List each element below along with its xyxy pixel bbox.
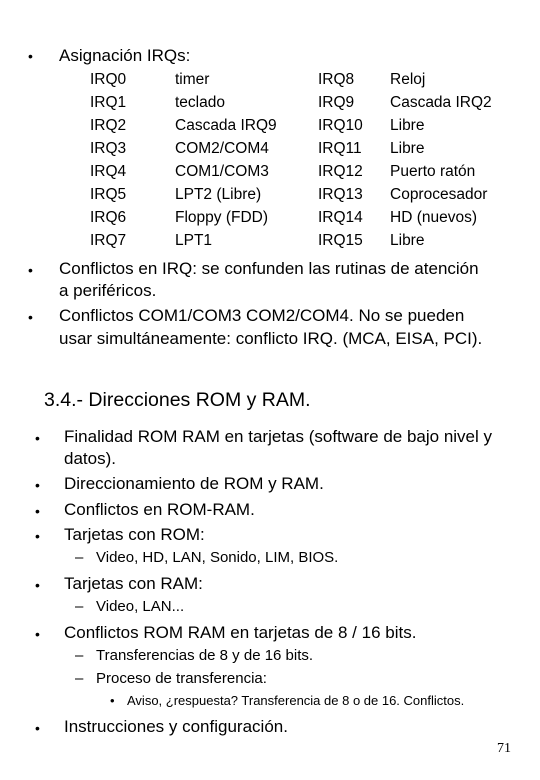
irq-table-row [0, 229, 540, 252]
bullet-conflictos-com: • [28, 309, 33, 325]
dash-proceso: – [75, 670, 84, 687]
conflictos-irq-line2: a periféricos. [59, 281, 157, 300]
dash-tarjetas-ram-sub: – [75, 598, 84, 615]
irq-device-high: Puerto ratón [390, 163, 476, 180]
irq-number-low: IRQ0 [90, 71, 127, 88]
irq-number-high: IRQ13 [318, 186, 363, 203]
irq-table-row [0, 68, 540, 91]
irq-number-high: IRQ15 [318, 232, 363, 249]
asignacion-title: Asignación IRQs: [59, 46, 191, 65]
irq-device-high: Libre [390, 232, 425, 249]
direccionamiento: Direccionamiento de ROM y RAM. [64, 474, 324, 493]
irq-device-high: HD (nuevos) [390, 209, 477, 226]
tarjetas-rom: Tarjetas con ROM: [64, 525, 205, 544]
irq-device-low: COM1/COM3 [175, 163, 269, 180]
conflictos-bits: Conflictos ROM RAM en tarjetas de 8 / 16 bits. [64, 623, 417, 642]
tarjetas-ram: Tarjetas con RAM: [64, 574, 203, 593]
finalidad-line2: datos). [64, 449, 116, 468]
conflictos-irq-line1: Conflictos en IRQ: se confunden las rutinas de atención [59, 259, 479, 278]
conflictos-com-line1: Conflictos COM1/COM3 COM2/COM4. No se pueden [59, 306, 465, 325]
page-number: 71 [497, 741, 511, 756]
conflictos-com-line2: usar simultáneamente: conflicto IRQ. (MCA, EISA, PCI). [59, 329, 483, 348]
irq-number-high: IRQ11 [318, 140, 362, 157]
irq-device-low: COM2/COM4 [175, 140, 269, 157]
transferencias: Transferencias de 8 y de 16 bits. [96, 647, 314, 664]
dash-tarjetas-rom-sub: – [75, 549, 84, 566]
irq-table-row [0, 114, 540, 137]
irq-number-high: IRQ8 [318, 71, 355, 88]
irq-number-low: IRQ7 [90, 232, 127, 249]
irq-number-low: IRQ4 [90, 163, 127, 180]
bullet-finalidad: • [35, 430, 40, 446]
irq-device-high: Libre [390, 117, 425, 134]
irq-number-low: IRQ1 [90, 94, 127, 111]
irq-table-row [0, 91, 540, 114]
finalidad-line1: Finalidad ROM RAM en tarjetas (software de bajo nivel y [64, 427, 493, 446]
irq-device-low: LPT2 (Libre) [175, 186, 262, 203]
irq-number-high: IRQ10 [318, 117, 363, 134]
bullet-instrucciones: • [35, 720, 40, 736]
irq-table-row [0, 137, 540, 160]
irq-number-low: IRQ2 [90, 117, 127, 134]
aviso: Aviso, ¿respuesta? Transferencia de 8 o de 16. Conflictos. [127, 693, 465, 708]
irq-number-low: IRQ3 [90, 140, 127, 157]
irq-number-low: IRQ5 [90, 186, 127, 203]
irq-device-high: Coprocesador [390, 186, 488, 203]
conflictos-rom-ram: Conflictos en ROM-RAM. [64, 500, 255, 519]
tarjetas-ram-sub: Video, LAN... [96, 598, 185, 615]
bullet-conflictos-irq: • [28, 262, 33, 278]
dash-transferencias: – [75, 647, 84, 664]
irq-number-high: IRQ9 [318, 94, 355, 111]
irq-device-low: Floppy (FDD) [175, 209, 269, 226]
irq-device-high: Reloj [390, 71, 426, 88]
irq-device-low: Cascada IRQ9 [175, 117, 277, 134]
instrucciones: Instrucciones y configuración. [64, 717, 288, 736]
bullet-conflictos-rom: • [35, 503, 40, 519]
irq-table-row [0, 206, 540, 229]
irq-number-low: IRQ6 [90, 209, 127, 226]
bullet-tarjetas-rom: • [35, 528, 40, 544]
irq-device-low: timer [175, 71, 210, 88]
proceso: Proceso de transferencia: [96, 670, 267, 687]
irq-device-high: Libre [390, 140, 425, 157]
section-heading: 3.4.- Direcciones ROM y RAM. [44, 389, 311, 411]
irq-device-low: teclado [175, 94, 225, 111]
irq-device-low: LPT1 [175, 232, 213, 249]
irq-table [0, 68, 540, 254]
tarjetas-rom-sub: Video, HD, LAN, Sonido, LIM, BIOS. [96, 549, 339, 566]
bullet-aviso: • [110, 693, 115, 708]
bullet-direccionamiento: • [35, 477, 40, 493]
irq-number-high: IRQ12 [318, 163, 363, 180]
irq-device-high: Cascada IRQ2 [390, 94, 492, 111]
irq-number-high: IRQ14 [318, 209, 363, 226]
bullet-tarjetas-ram: • [35, 577, 40, 593]
irq-table-row [0, 183, 540, 206]
bullet-asignacion: • [28, 48, 33, 64]
irq-table-row [0, 160, 540, 183]
bullet-conflictos-bits: • [35, 626, 40, 642]
